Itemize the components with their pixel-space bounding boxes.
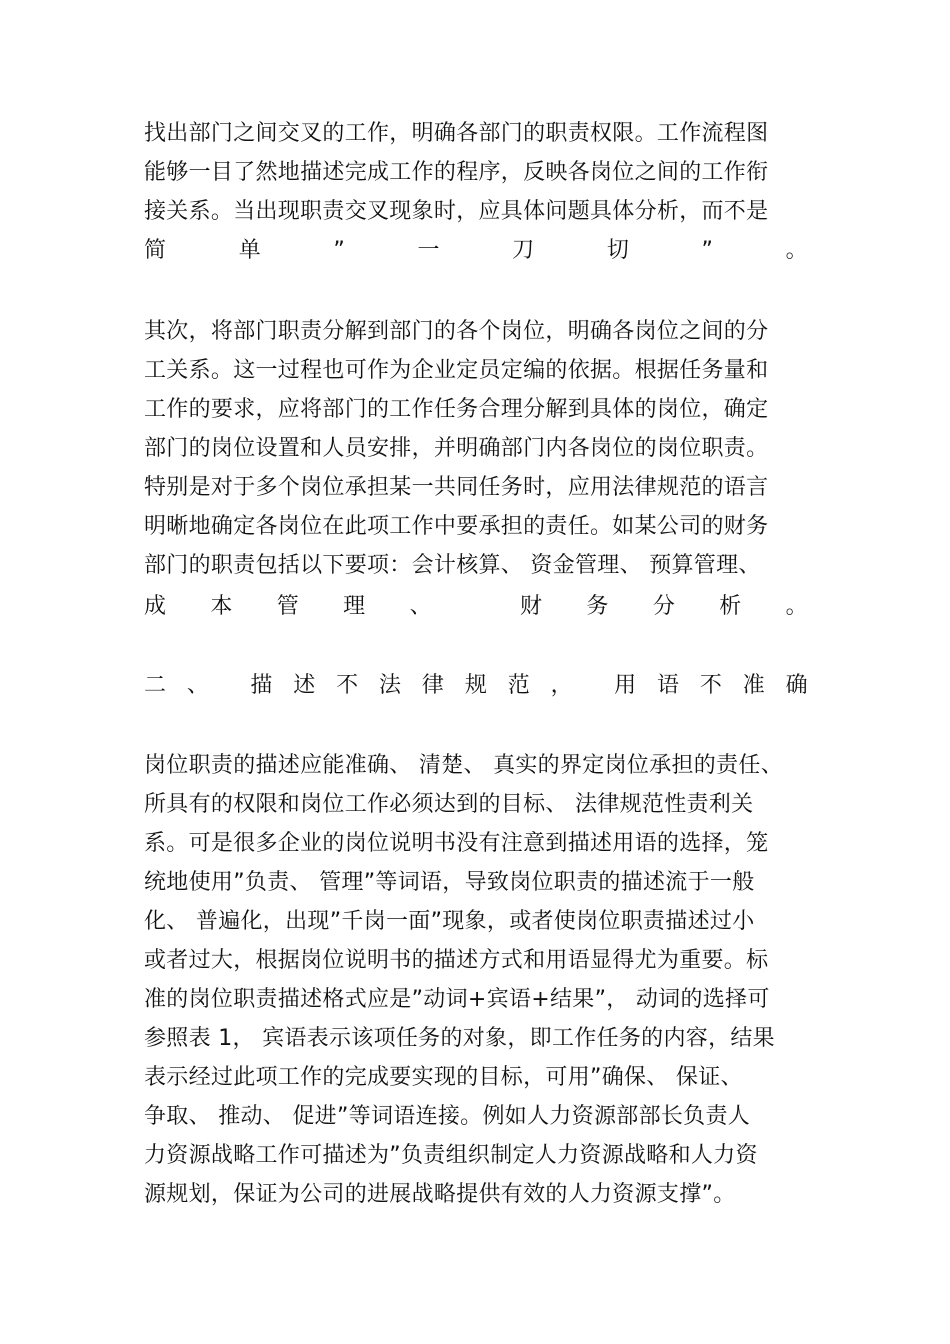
paragraph-1-line-3: 接关系。当出现职责交叉现象时，应具体问题具体分析，而不是: [144, 199, 769, 224]
paragraph-3-line-3: 系。可是很多企业的岗位说明书没有注意到描述用语的选择，笼: [144, 831, 769, 856]
paragraph-2-line-8: [144, 590, 808, 624]
paragraph-2-line-2: 工关系。这一过程也可作为企业定员定编的依据。根据任务量和: [144, 358, 769, 383]
p2-token: 。: [785, 594, 808, 619]
p1-token: 一: [417, 238, 440, 263]
p1-token: ”: [701, 238, 714, 263]
p1-token: 刀: [512, 238, 535, 263]
paragraph-3-line-10: 争取、 推动、 促进”等词语连接。例如人力资源部部长负责人: [144, 1104, 751, 1129]
heading-token: 语: [656, 673, 680, 698]
paragraph-1-line-4: [144, 234, 808, 268]
paragraph-2-line-4: 部门的岗位设置和人员安排，并明确部门内各岗位的岗位职责。: [144, 436, 769, 461]
p2-token: 、: [409, 594, 432, 619]
p2-token: 分: [652, 594, 676, 619]
heading-token: 用: [614, 673, 637, 698]
paragraph-2-line-7: 部门的职责包括以下要项：会计核算、 资金管理、 预算管理、: [144, 553, 761, 578]
p1-token: ”: [333, 238, 346, 263]
paragraph-3-line-6: 或者过大，根据岗位说明书的描述方式和用语显得尤为重要。标: [144, 948, 769, 973]
p2-token: 成: [144, 594, 167, 619]
paragraph-3-line-1: 岗位职责的描述应能准确、 清楚、 真实的界定岗位承担的责任、: [144, 753, 783, 778]
heading-token: 描: [250, 673, 273, 698]
paragraph-3-line-9: 表示经过此项工作的完成要实现的目标，可用”确保、 保证、: [144, 1065, 743, 1090]
p2-token: 务: [586, 594, 609, 619]
heading-token: 、: [186, 673, 210, 698]
p2-token: 本: [210, 594, 233, 619]
paragraph-2-line-5: 特别是对于多个岗位承担某一共同任务时，应用法律规范的语言: [144, 475, 769, 500]
paragraph-1-line-1: 找出部门之间交叉的工作，明确各部门的职责权限。工作流程图: [144, 121, 769, 146]
paragraph-3-line-11: 力资源战略工作可描述为”负责组织制定人力资源战略和人力资: [144, 1143, 758, 1168]
paragraph-3-line-2: 所具有的权限和岗位工作必须达到的目标、 法律规范性责利关: [144, 792, 754, 817]
paragraph-3-line-8: 参照表 1， 宾语表示该项任务的对象，即工作任务的内容，结果: [144, 1026, 775, 1051]
paragraph-3-line-7: 准的岗位职责描述格式应是”动词+宾语+结果”， 动词的选择可: [144, 987, 770, 1012]
heading-token: 不: [699, 673, 723, 698]
p1-token: 切: [606, 238, 630, 263]
paragraph-1-line-2: 能够一目了然地描述完成工作的程序，反映各岗位之间的工作衔: [144, 160, 769, 185]
paragraph-2-line-6: 明晰地确定各岗位在此项工作中要承担的责任。如某公司的财务: [144, 514, 769, 539]
p1-token: 。: [785, 238, 808, 263]
p2-token: 理: [343, 594, 366, 619]
heading-token: 范: [507, 673, 531, 698]
heading-token: 二: [144, 673, 167, 698]
heading-token: 准: [742, 673, 766, 698]
p2-token: 财: [520, 594, 543, 619]
paragraph-2-line-3: 工作的要求，应将部门的工作任务合理分解到具体的岗位，确定: [144, 397, 769, 422]
paragraph-3-line-5: 化、 普遍化，出现”千岗一面”现象，或者使岗位职责描述过小: [144, 909, 755, 934]
heading-token: 确: [785, 673, 808, 698]
paragraph-3-line-4: 统地使用”负责、 管理”等词语，导致岗位职责的描述流于一般: [144, 870, 755, 895]
paragraph-2-line-1: 其次，将部门职责分解到部门的各个岗位，明确各岗位之间的分: [144, 319, 769, 344]
heading-token: 不: [336, 673, 359, 698]
section-heading: [144, 669, 808, 703]
paragraph-3-line-12: 源规划，保证为公司的进展战略提供有效的人力资源支撑”。: [144, 1182, 736, 1207]
p2-token: 管: [276, 594, 300, 619]
p1-token: 简: [144, 238, 167, 263]
p2-token: 析: [719, 594, 742, 619]
heading-token: 述: [293, 673, 316, 698]
heading-token: 法: [379, 673, 402, 698]
heading-token: 规: [464, 673, 488, 698]
p1-token: 单: [238, 238, 261, 263]
heading-token: ，: [550, 673, 573, 698]
heading-token: 律: [421, 673, 445, 698]
